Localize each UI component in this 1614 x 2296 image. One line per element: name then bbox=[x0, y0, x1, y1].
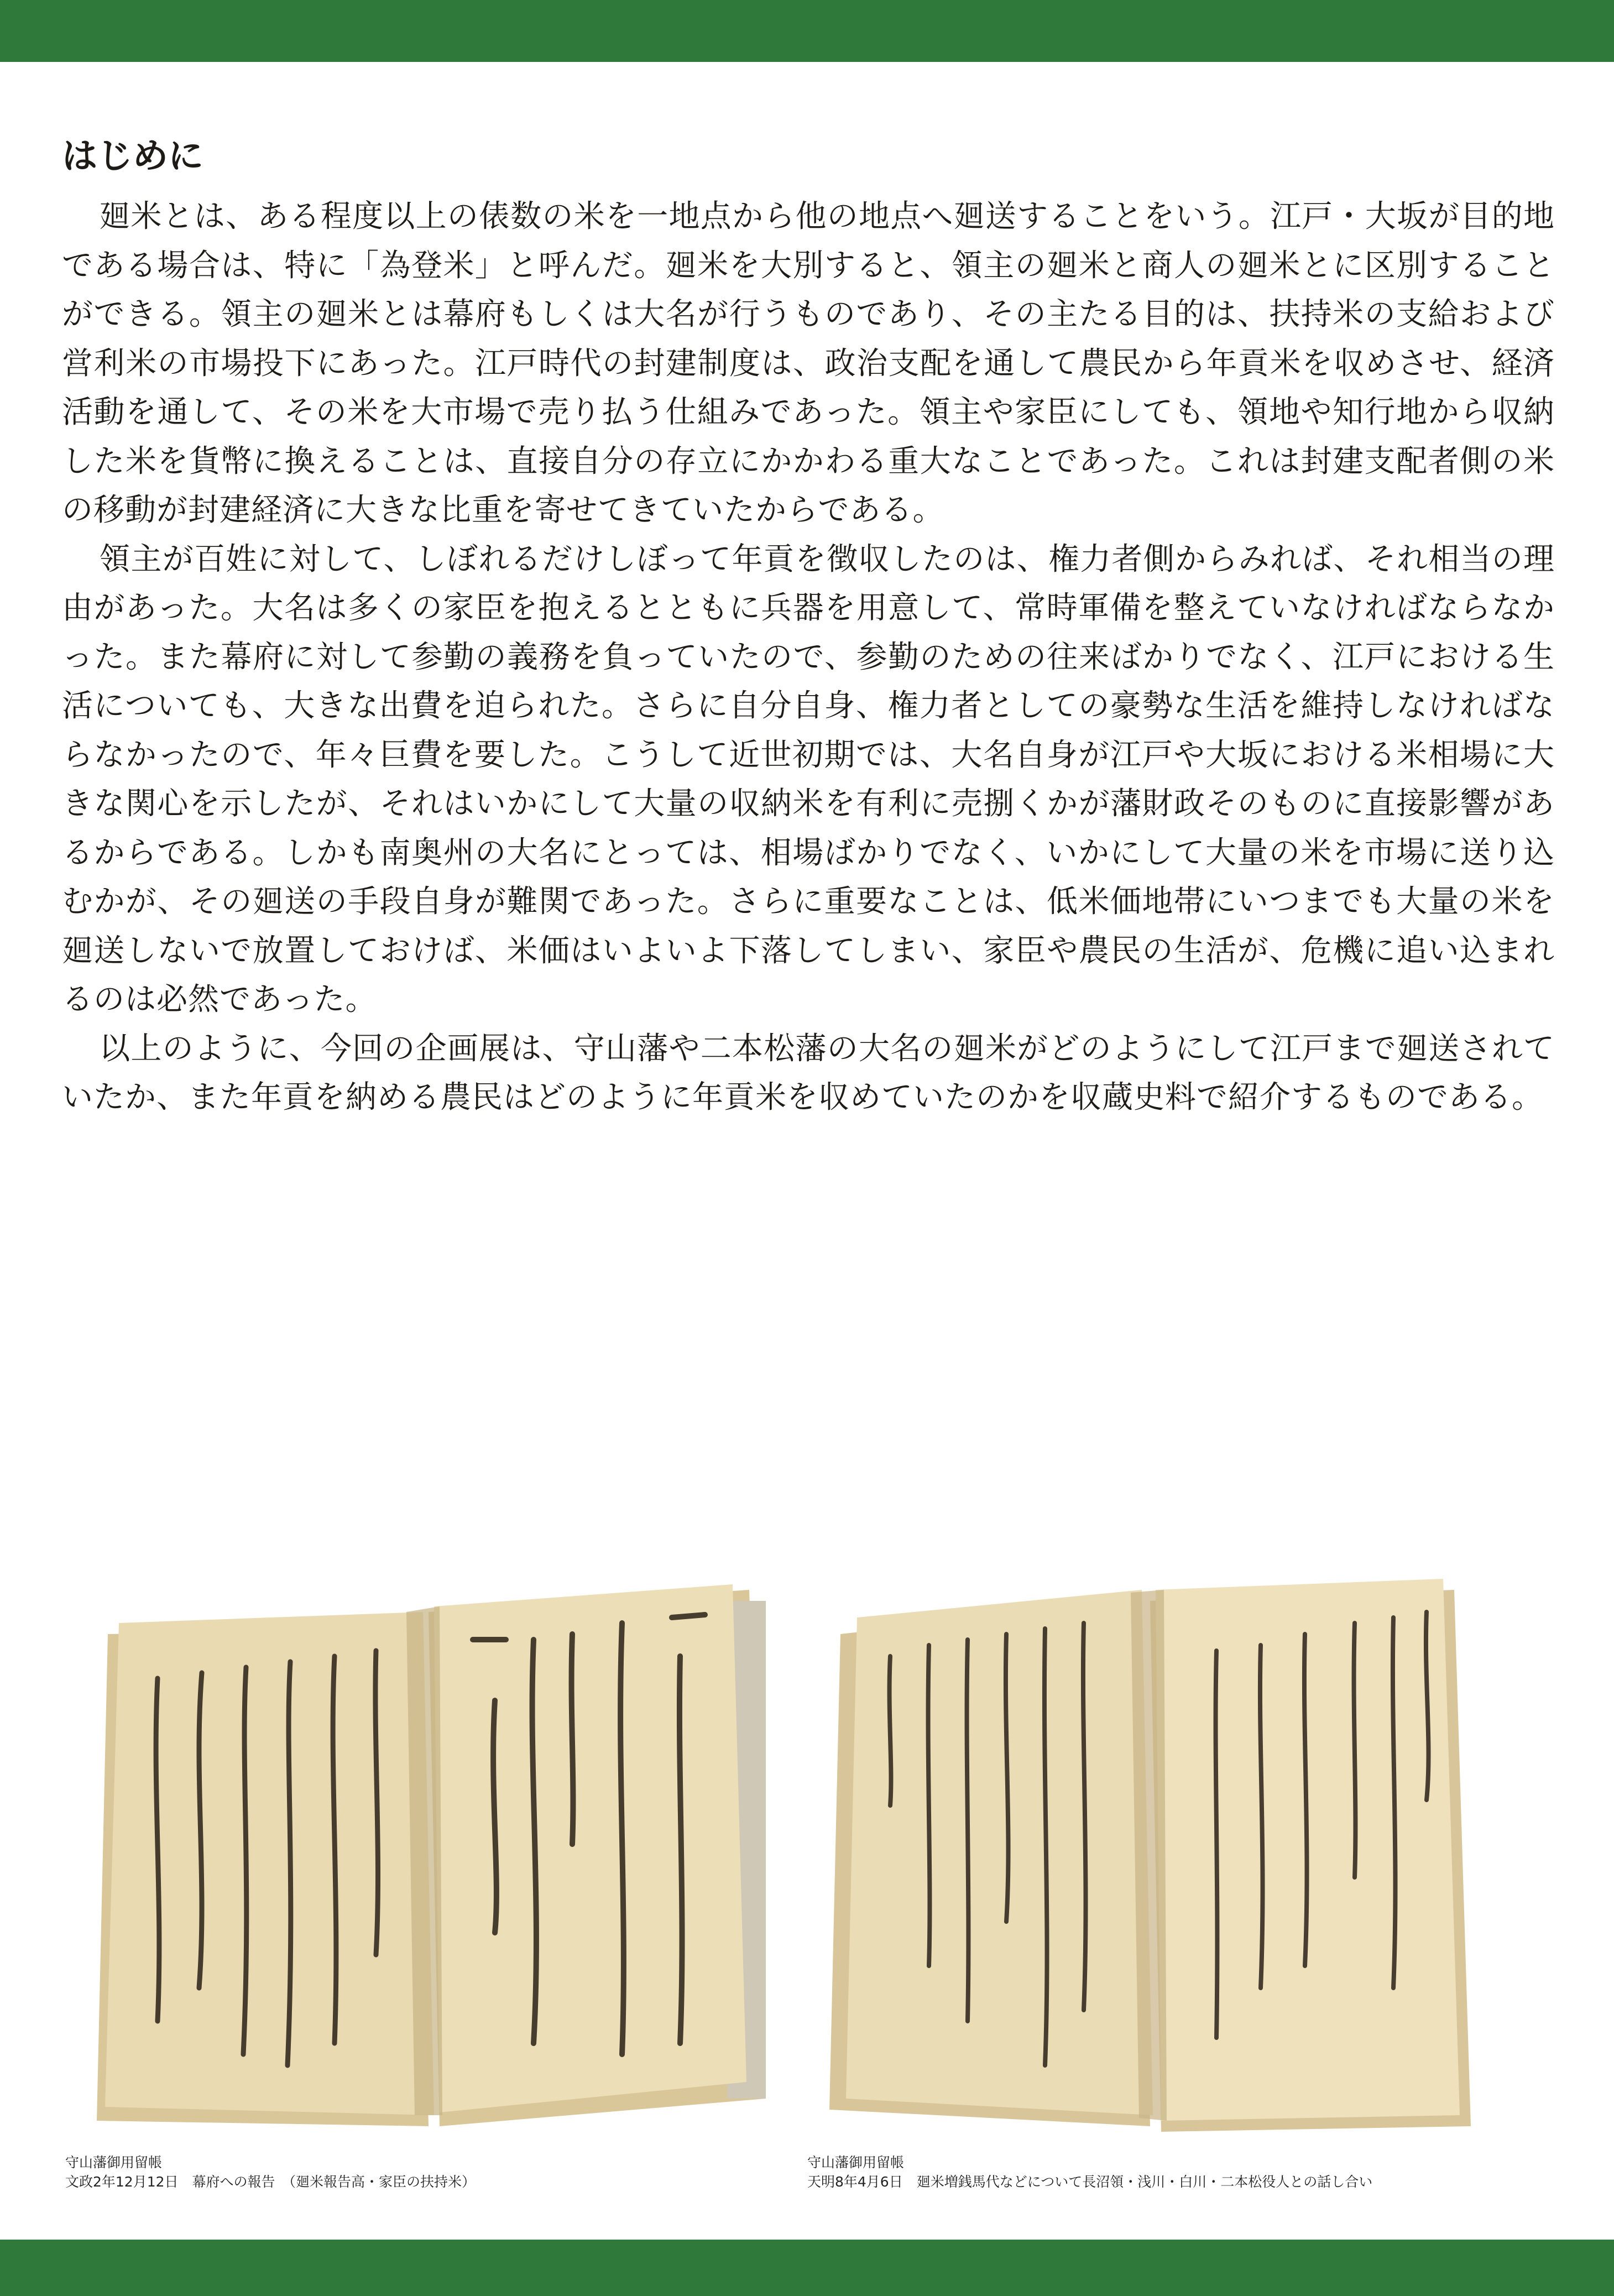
bottom-green-band bbox=[0, 2240, 1614, 2296]
figure-caption-2 bbox=[807, 2153, 1581, 2191]
paragraph-1: 廻米とは、ある程度以上の俵数の米を一地点から他の地点へ廻送することをいう。江戸・大坂が目的地である場合は、特に「為登米」と呼んだ。廻米を大別すると、領主の廻米と商人の廻米とに区別することができる。領主の廻米とは幕府もしくは大名が行うものであり、その主たる目的は、扶持米の支給および営利米の市場投下にあった。江戸時代の封建制度は、政治支配を通して農民から年貢米を収めさせ、経済活動を通して、その米を大市場で売り払う仕組みであった。領主や家臣にしても、領地や知行地から収納した米を貨幣に換えることは、直接自分の存立にかかわる重大なことであった。これは封建支配者側の米の移動が封建経済に大きな比重を寄せてきていたからである。 bbox=[62, 199, 1555, 528]
manuscript-photo-1 bbox=[75, 1568, 774, 2146]
paragraph-3: 以上のように、今回の企画展は、守山藩や二本松藩の大名の廻米がどのようにして江戸まで廻送されていたか、また年貢を納める農民はどのように年貢米を収めていたのかを収蔵史料で紹介するものである。 bbox=[62, 1030, 1555, 1115]
manuscript-photo-2 bbox=[829, 1568, 1479, 2146]
caption-title: 守山藩御用留帳 bbox=[65, 2154, 163, 2170]
caption-title: 守山藩御用留帳 bbox=[807, 2154, 905, 2170]
top-green-band bbox=[0, 0, 1614, 62]
paragraph-2: 領主が百姓に対して、しぼれるだけしぼって年貢を徴収したのは、権力者側からみれば、それ相当の理由があった。大名は多くの家臣を抱えるとともに兵器を用意して、常時軍備を整えていなければならなかった。また幕府に対して参勤の義務を負っていたので、参勤のための往来ばかりでなく、江戸における生活についても、大きな出費を迫られた。さらに自分自身、権力者としての豪勢な生活を維持しなければならなかったので、年々巨費を要した。こうして近世初期では、大名自身が江戸や大坂における米相場に大きな関心を示したが、それはいかにして大量の収納米を有利に売捌くかが藩財政そのものに直接影響があるからである。しかも南奥州の大名にとっては、相場ばかりでなく、いかにして大量の米を市場に送り込むかが、その廻送の手段自身が難関であった。さらに重要なことは、低米価地帯にいつまでも大量の米を廻送しないで放置しておけば、米価はいよいよ下落してしまい、家臣や農民の生活が、危機に追い込まれるのは必然であった。 bbox=[62, 541, 1555, 1017]
article-heading: はじめに bbox=[62, 136, 203, 177]
caption-detail: 文政2年12月12日 幕府への報告 （廻米報告高・家臣の扶持米） bbox=[65, 2174, 476, 2190]
figure-caption-1 bbox=[65, 2153, 784, 2191]
article bbox=[62, 132, 1555, 1123]
caption-detail: 天明8年4月6日 廻米増銭馬代などについて長沼領・浅川・白川・二本松役人との話し合い bbox=[807, 2174, 1373, 2190]
